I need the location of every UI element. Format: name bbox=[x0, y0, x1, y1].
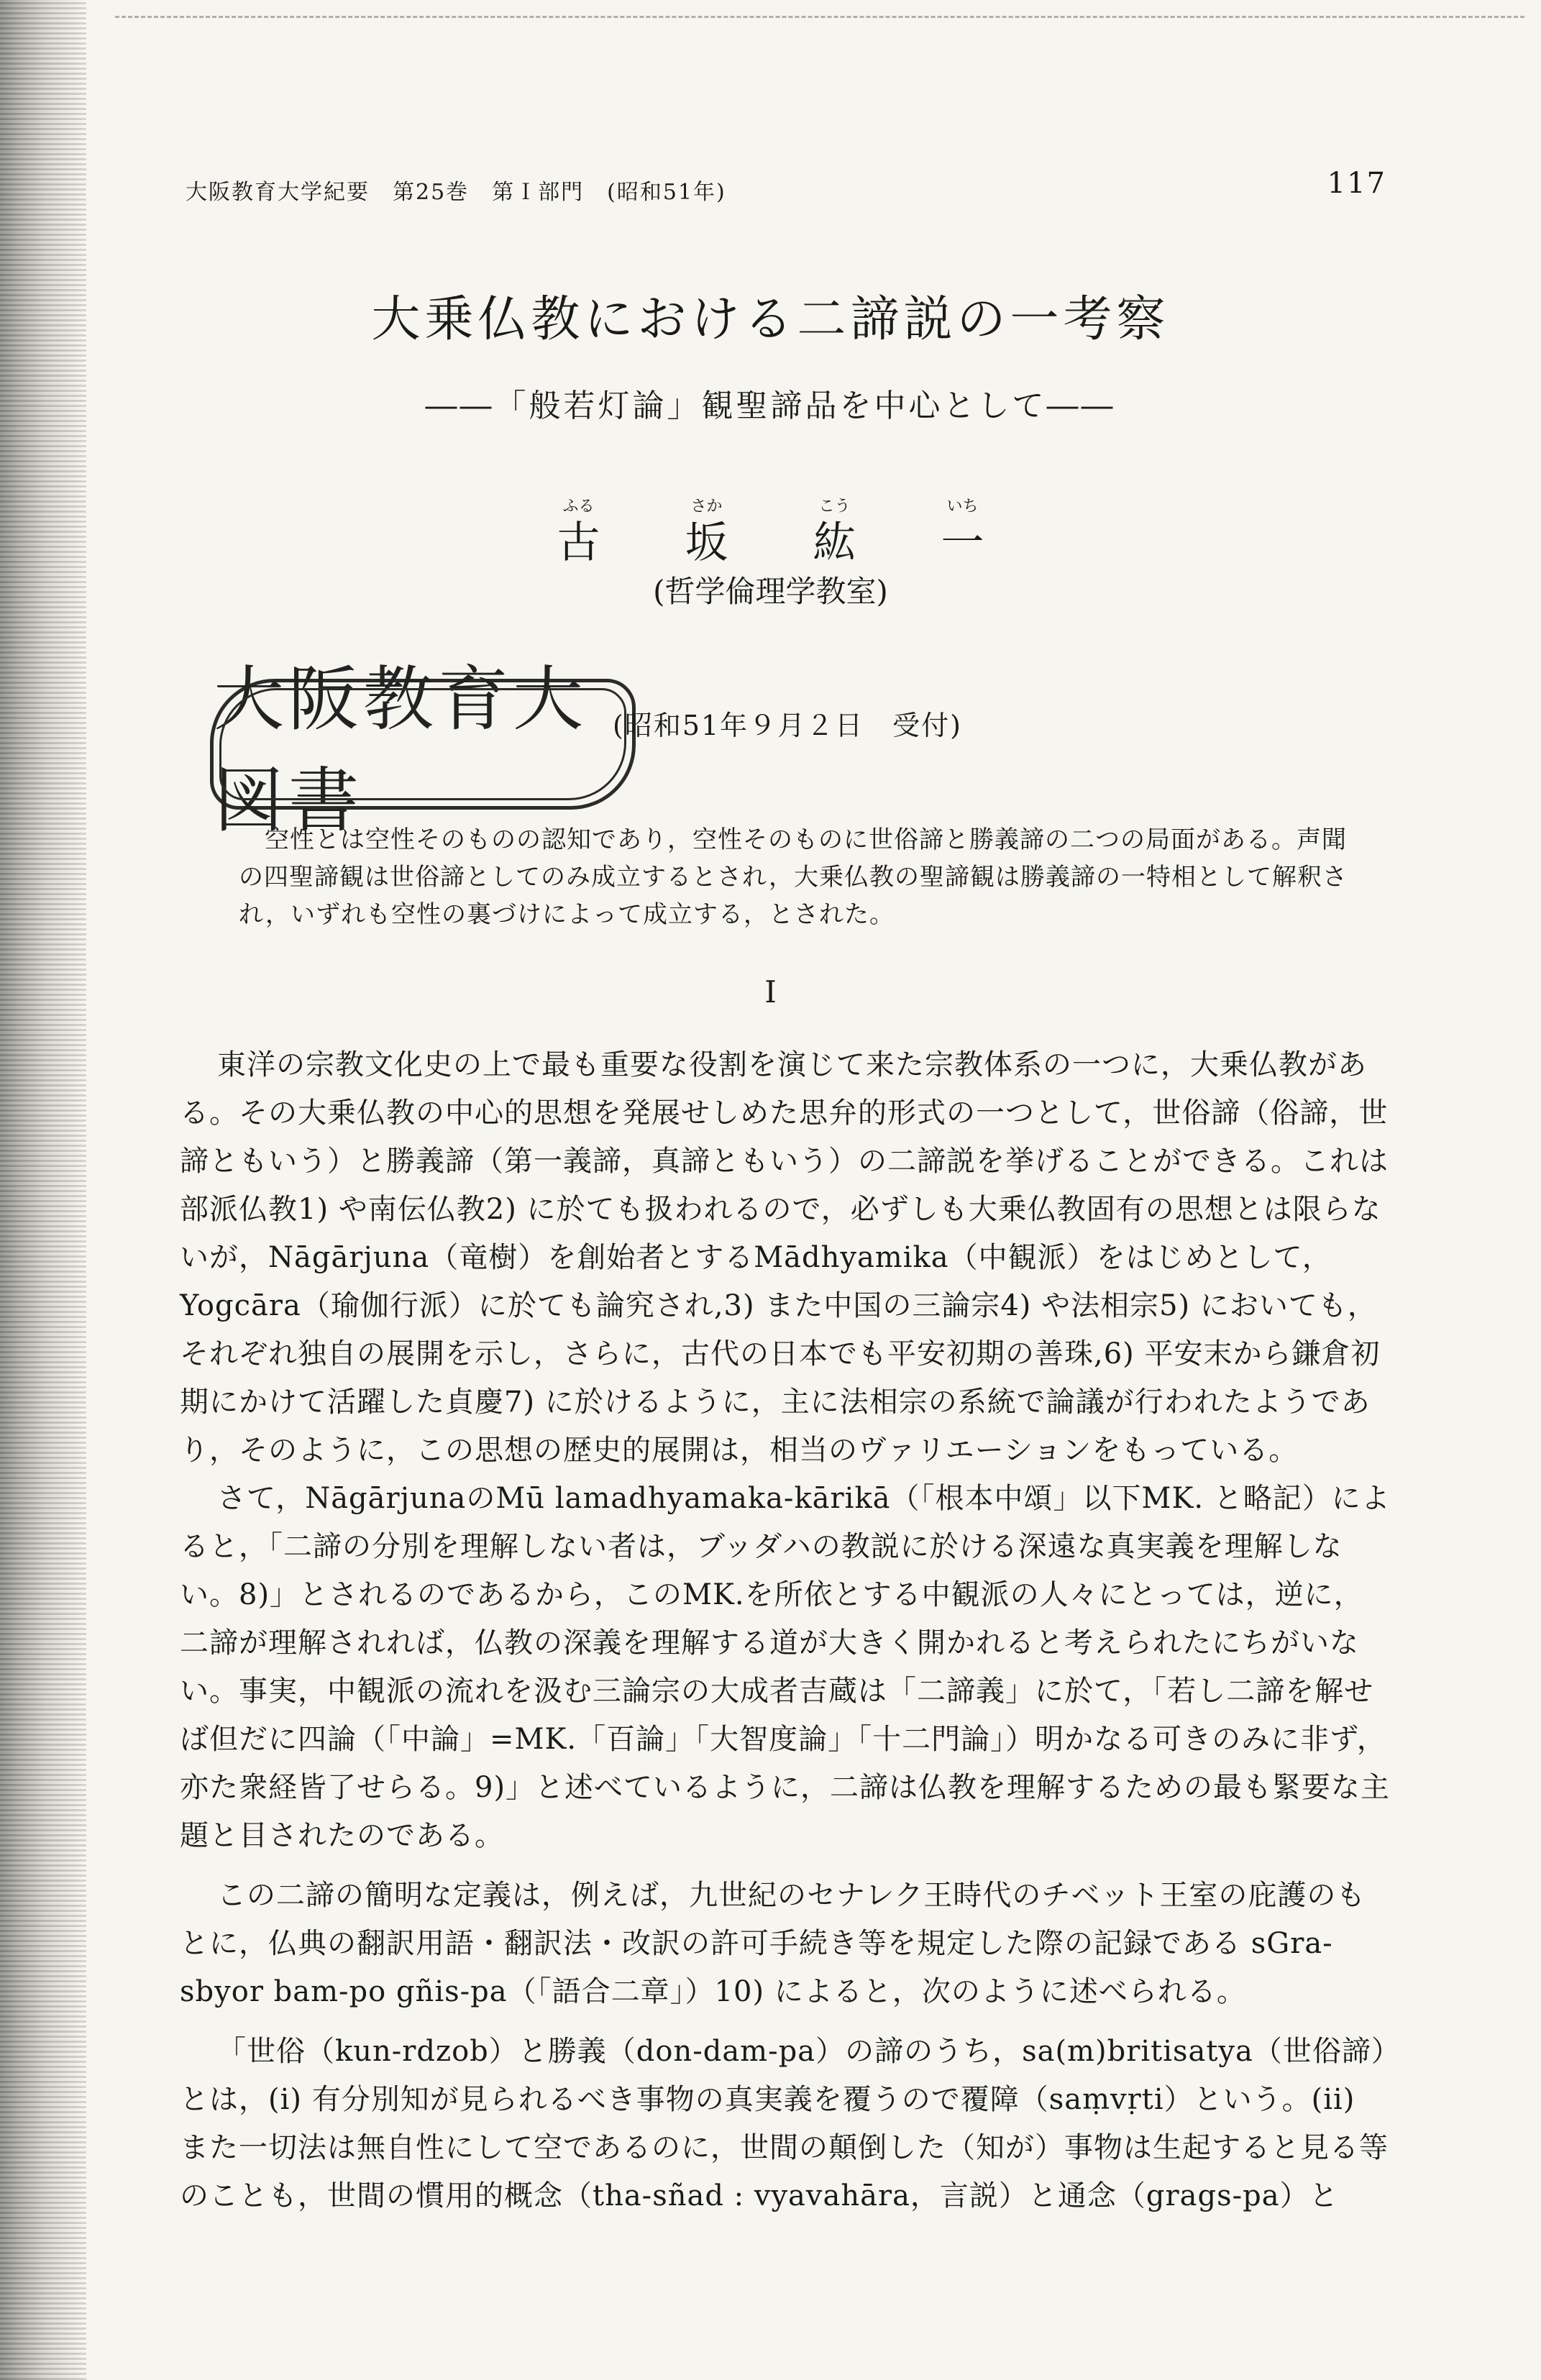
author-ruby: こう bbox=[818, 498, 851, 516]
body-paragraph: この二諦の簡明な定義は，例えば，九世紀のセナレク王時代のチベット王室の庇護のもとに，仏典の翻訳用語・翻訳法・改訳の許可手続き等を規定した際の記録である sGra-sbyor bam-po gñis-pa（「語合二章」）10) によると，次のように述べられる。 bbox=[180, 1879, 1366, 2008]
section-heading: I bbox=[764, 974, 777, 1010]
author-kanji: 一 bbox=[941, 518, 984, 568]
author-ruby: ふる bbox=[562, 498, 595, 516]
author-char bbox=[685, 496, 728, 568]
abstract-text: 空性とは空性そのものの認知であり，空性そのものに世俗諦と勝義諦の二つの局面がある。声聞の四聖諦観は世俗諦としてのみ成立するとされ，大乗仏教の聖諦観は勝義諦の一特相として解釈され，いずれも空性の裏づけによって成立する，とされた。 bbox=[239, 825, 1348, 929]
author-name bbox=[0, 496, 1541, 568]
body-paragraph: さて，NāgārjunaのMū lamadhyamaka-kārikā（「根本中頌」以下MK. と略記）によると，「二諦の分別を理解しない者は，ブッダハの教説に於ける深遠な真実義を理解しない。8)」とされるのであるから，このMK.を所依とする中観派の人々にとっては，逆に，二諦が理解されれば，仏教の深義を理解する道が大きく開かれると考えられたにちがいない。事実，中観派の流れを汲む三論宗の大成者吉蔵は「二諦義」に於て，「若し二諦を解せば但だに四論（「中論」=MK.「百論」「大智度論」「十二門論」）明かなる可きのみに非ず，亦た衆経皆了せらる。9)」と述べているように，二諦は仏教を理解するための最も緊要な主題と目されたのである。 bbox=[180, 1482, 1391, 1852]
article-title: 大乗仏教における二諦説の一考察 bbox=[371, 291, 1170, 348]
page-number: 117 bbox=[1327, 167, 1386, 200]
abstract bbox=[239, 821, 1361, 933]
library-stamp-text: 大阪教育大図書 bbox=[214, 659, 588, 842]
scan-top-marks bbox=[115, 16, 1524, 40]
author-char bbox=[813, 496, 856, 568]
body-paragraph: 「世俗（kun-rdzob）と勝義（don-dam-pa）の諦のうち，sa(m)britisatya（世俗諦）とは，(i) 有分別知が見られるべき事物の真実義を覆うので覆障（saṃvṛti）という。(ii) また一切法は無自性にして空であるのに，世間の顛倒した（知が）事物は生起すると見る等のことも，世間の慣用的概念（tha-sñad : vyavahāra，言説）と通念（grags-pa）と bbox=[180, 2035, 1389, 2212]
scan-edge-shadow bbox=[0, 0, 86, 2380]
body-text bbox=[180, 1041, 1391, 2220]
author-kanji: 紘 bbox=[813, 518, 856, 568]
author-affiliation: (哲学倫理学教室) bbox=[653, 574, 888, 609]
article-subtitle: ――「般若灯論」観聖諦品を中心として―― bbox=[425, 388, 1116, 424]
author-char bbox=[557, 496, 600, 568]
received-date: (昭和51年９月２日 受付) bbox=[613, 710, 963, 741]
page-header bbox=[186, 167, 1386, 210]
library-stamp bbox=[210, 659, 636, 842]
author-ruby: いち bbox=[946, 498, 979, 516]
body-paragraph: 東洋の宗教文化史の上で最も重要な役割を演じて来た宗教体系の一つに，大乗仏教がある。その大乗仏教の中心的思想を発展せしめた思弁的形式の一つとして，世俗諦（俗諦，世諦ともいう）と勝義諦（第一義諦，真諦ともいう）の二諦説を挙げることができる。これは部派仏教1) や南伝仏教2) に於ても扱われるので，必ずしも大乗仏教固有の思想とは限らないが，Nāgārjuna（竜樹）を創始者とするMādhyamika（中観派）をはじめとして，Yogcāra（瑜伽行派）に於ても論究され,3) また中国の三論宗4) や法相宗5) においても，それぞれ独自の展開を示し，さらに，古代の日本でも平安初期の善珠,6) 平安末から鎌倉初期にかけて活躍した貞慶7) に於けるように，主に法相宗の系統で論議が行われたようであり，そのように，この思想の歴史的展開は，相当のヴァリエーションをもっている。 bbox=[180, 1048, 1389, 1467]
journal-citation: 大阪教育大学紀要 第25巻 第Ｉ部門 (昭和51年) bbox=[186, 180, 726, 205]
author-char bbox=[941, 496, 984, 568]
author-kanji: 古 bbox=[557, 518, 600, 568]
author-ruby: さか bbox=[690, 498, 723, 516]
author-kanji: 坂 bbox=[685, 518, 728, 568]
